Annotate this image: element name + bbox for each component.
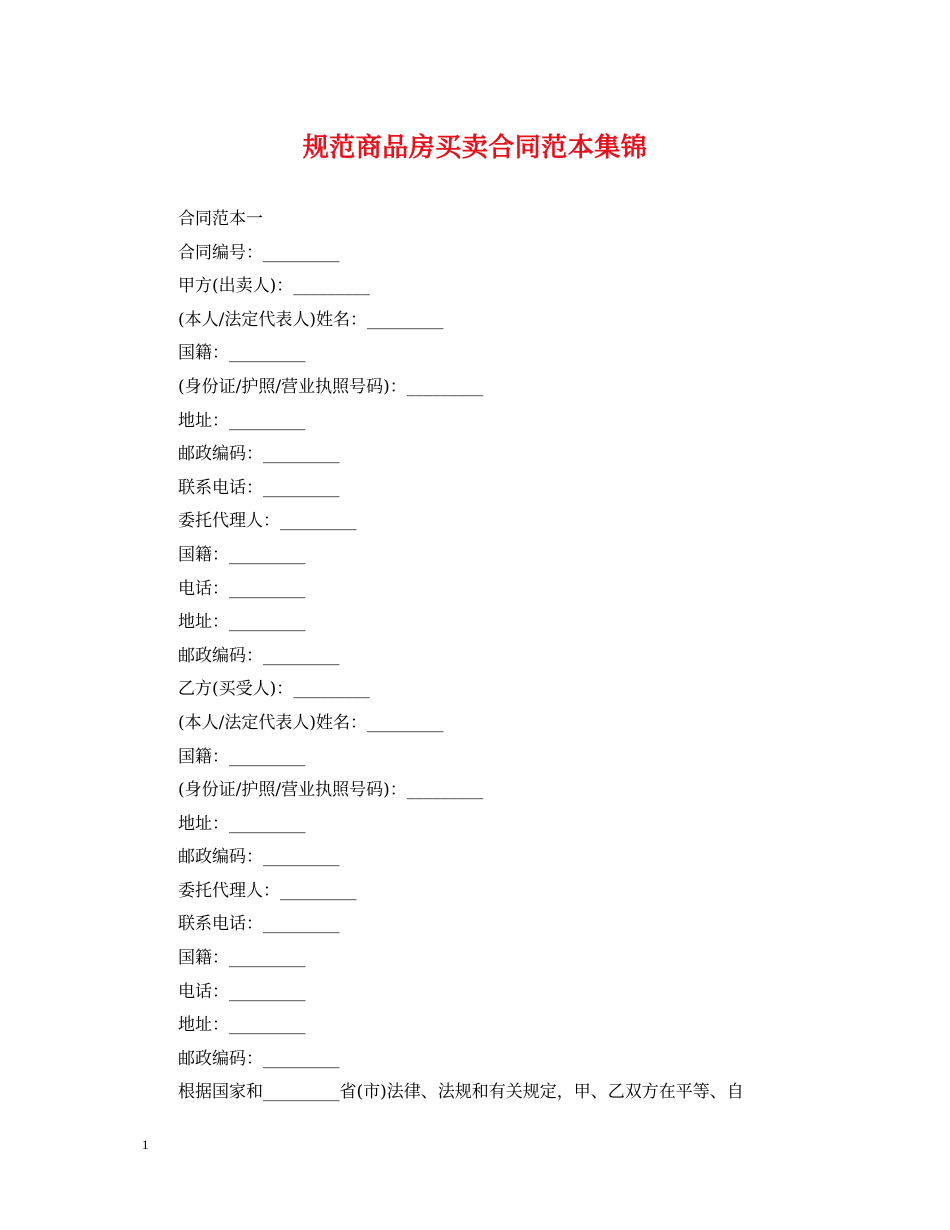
- party-a-agent-phone-line: 电话：_________: [178, 578, 306, 599]
- party-a-agent-address-line: 地址：_________: [178, 612, 306, 633]
- contract-number-line: 合同编号：_________: [178, 242, 340, 263]
- party-b-agent-phone-line: 电话：_________: [178, 981, 306, 1002]
- party-a-agent-postcode-line: 邮政编码：_________: [178, 645, 340, 666]
- party-a-nationality-line: 国籍：_________: [178, 343, 306, 364]
- page-title: 规范商品房买卖合同范本集锦: [302, 133, 648, 163]
- party-b-agent-postcode-line: 邮政编码：_________: [178, 1048, 340, 1069]
- party-b-phone-line: 联系电话：_________: [178, 914, 340, 935]
- party-b-postcode-line: 邮政编码：_________: [178, 847, 340, 868]
- section-heading: 合同范本一: [178, 209, 263, 229]
- party-b-name-line: (本人/法定代表人)姓名：_________: [178, 712, 444, 733]
- party-a-address-line: 地址：_________: [178, 410, 306, 431]
- party-a-agent-line: 委托代理人：_________: [178, 511, 357, 532]
- party-b-nationality-line: 国籍：_________: [178, 746, 306, 767]
- preamble-paragraph: 根据国家和_________省(市)法律、法规和有关规定，甲、乙双方在平等、自: [178, 1082, 744, 1103]
- party-b-address-line: 地址：_________: [178, 813, 306, 834]
- party-a-id-line: (身份证/护照/营业执照号码)：_________: [178, 376, 484, 397]
- page-number: 1: [142, 1137, 149, 1152]
- party-a-agent-nationality-line: 国籍：_________: [178, 544, 306, 565]
- party-b-buyer-line: 乙方(买受人)：_________: [178, 679, 370, 700]
- party-a-name-line: (本人/法定代表人)姓名：_________: [178, 309, 444, 330]
- contract-body: [178, 203, 838, 1110]
- party-b-agent-nationality-line: 国籍：_________: [178, 948, 306, 969]
- party-b-agent-line: 委托代理人：_________: [178, 880, 357, 901]
- party-a-seller-line: 甲方(出卖人)：_________: [178, 276, 370, 297]
- party-b-agent-address-line: 地址：_________: [178, 1015, 306, 1036]
- party-a-postcode-line: 邮政编码：_________: [178, 444, 340, 465]
- party-b-id-line: (身份证/护照/营业执照号码)：_________: [178, 780, 484, 801]
- party-a-phone-line: 联系电话：_________: [178, 477, 340, 498]
